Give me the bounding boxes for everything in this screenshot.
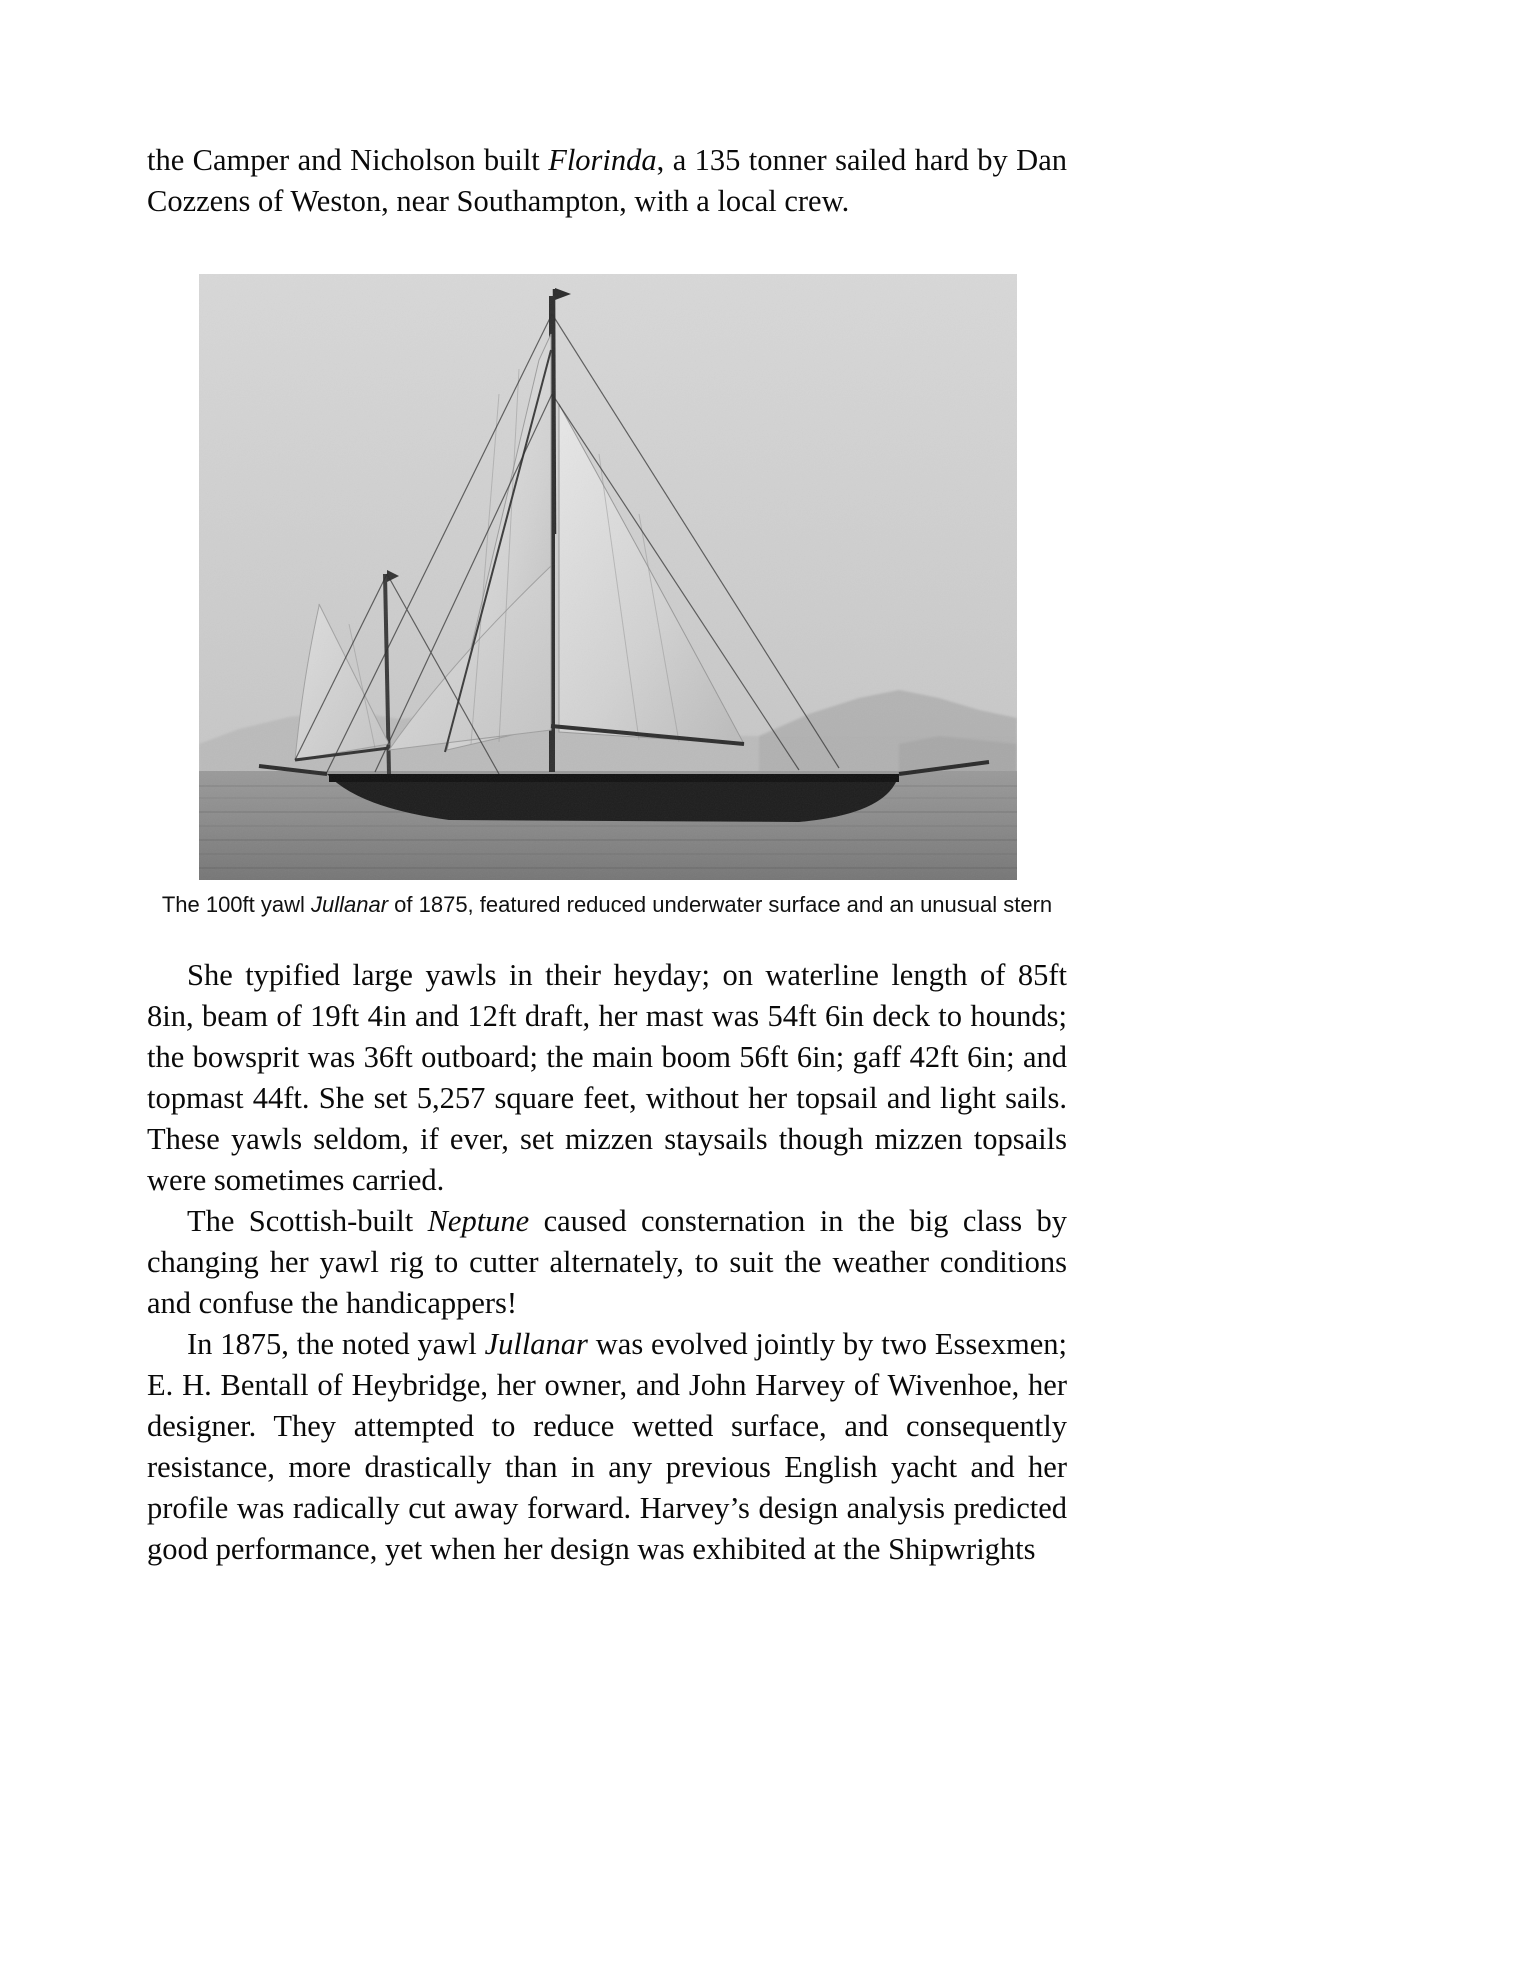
ship-name-florinda: Florinda <box>548 143 657 177</box>
top-paragraph-lead: the Camper and Nicholson built <box>147 143 549 177</box>
paragraph-she-typified <box>147 955 1067 1201</box>
ship-name-jullanar-body: Jullanar <box>484 1327 588 1361</box>
figure-caption <box>147 891 1067 919</box>
paragraph-jullanar-lead: In 1875, the noted yawl <box>187 1327 485 1361</box>
paragraph-jullanar-1875 <box>147 1324 1067 1570</box>
paragraph-jullanar-rest: was evolved jointly by two Essexmen; E. H. Bentall of Heybridge, her owner, and John Harvey of Wivenhoe, her designer. They attempted to reduce wetted surface, and consequently resistance, more drastically than in any previous English yacht and her profile was radically cut away forward. Harvey’s design analysis predicted good performance, yet when her design was exhibited at the Shipwrights <box>147 1327 1067 1566</box>
ship-name-jullanar-caption: Jullanar <box>311 892 389 917</box>
paragraph-neptune-lead: The Scottish-built <box>187 1204 428 1238</box>
caption-part-1: The 100ft yawl <box>161 892 311 917</box>
photo-svg <box>199 274 1017 880</box>
photo-jullanar-yawl <box>199 274 1017 880</box>
page-content-column <box>147 140 1067 1570</box>
paragraph-continued-top <box>147 140 1067 222</box>
paragraph-neptune-rest: caused consternation in the big class by changing her yawl rig to cutter alternately, to suit the weather conditions and confuse the handicappers! <box>147 1204 1067 1320</box>
paragraph-she-typified-text: She typified large yawls in their heyday; on waterline length of 85ft 8in, beam of 19ft 4in and 12ft draft, her mast was 54ft 6in deck to hounds; the bowsprit was 36ft outboard; the main boom 56ft 6in; gaff 42ft 6in; and topmast 44ft. She set 5,257 square feet, without her topsail and light sails. These yawls seldom, if ever, set mizzen staysails though mizzen topsails were sometimes carried. <box>147 958 1067 1197</box>
figure-image-wrap <box>199 274 1017 880</box>
figure-jullanar <box>147 274 1067 919</box>
paragraph-neptune <box>147 1201 1067 1324</box>
caption-part-2: of 1875, featured reduced underwater surface and an unusual stern <box>388 892 1053 917</box>
ship-name-neptune: Neptune <box>427 1204 530 1238</box>
body-paragraphs <box>147 955 1067 1570</box>
top-paragraph-rest: , a 135 tonner sailed hard by Dan Cozzens of Weston, near Southampton, with a local crew. <box>147 143 1067 218</box>
